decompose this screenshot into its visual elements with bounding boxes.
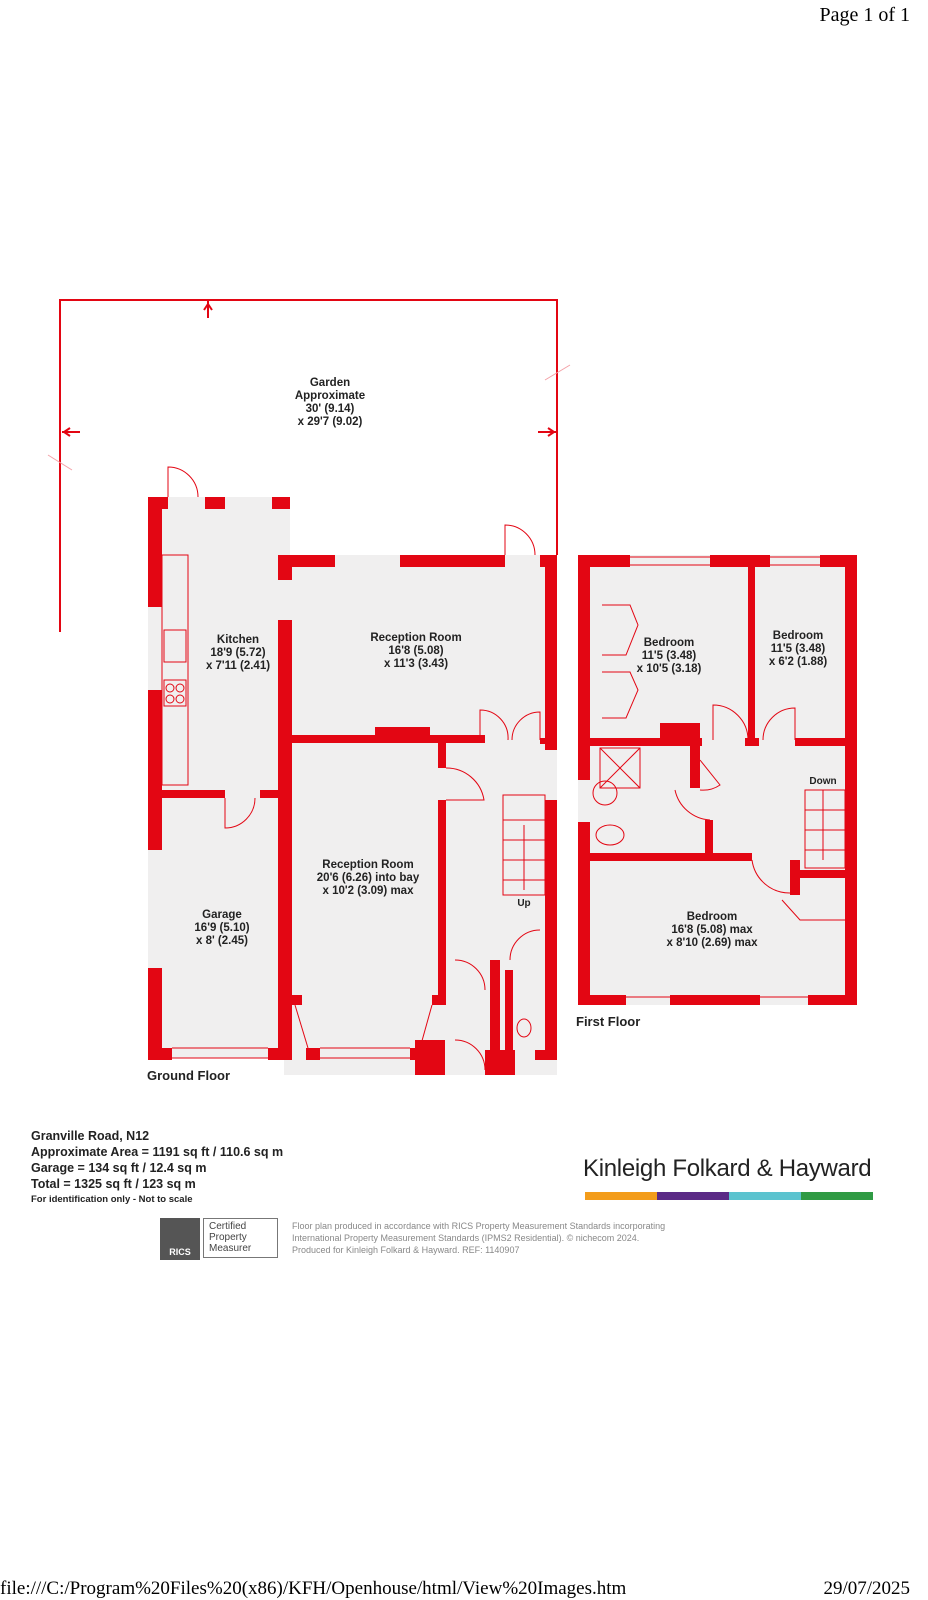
garden-dim2: x 29'7 (9.02) bbox=[297, 416, 363, 428]
statement-line: Produced for Kinleigh Folkard & Hayward. REF: 1140907 bbox=[292, 1245, 520, 1255]
room-name: Reception Room bbox=[322, 859, 414, 871]
approximate-area: Approximate Area = 1191 sq ft / 110.6 sq m bbox=[31, 1145, 284, 1159]
brand-bar-purple bbox=[657, 1192, 729, 1200]
garage-area: Garage = 134 sq ft / 12.4 sq m bbox=[31, 1161, 207, 1175]
brand-bar-teal bbox=[729, 1192, 801, 1200]
room-garage bbox=[194, 909, 249, 948]
statement-line: Floor plan produced in accordance with RICS Property Measurement Standards incorporating bbox=[292, 1221, 666, 1231]
statement-line: International Property Measurement Standards (IPMS2 Residential). © nichecom 2024. bbox=[292, 1233, 640, 1243]
rics-logo-text: RICS bbox=[169, 1247, 191, 1257]
brand-logo-text: Kinleigh Folkard & Hayward bbox=[583, 1155, 872, 1182]
brand-color-bar bbox=[585, 1192, 873, 1200]
room-bedroom-1 bbox=[637, 637, 702, 676]
total-area: Total = 1325 sq ft / 123 sq m bbox=[31, 1177, 196, 1191]
badge-line: Measurer bbox=[209, 1243, 252, 1254]
room-dim: x 8'10 (2.69) max bbox=[666, 937, 758, 949]
garden-approx: Approximate bbox=[294, 390, 366, 402]
room-reception-rear bbox=[370, 632, 461, 671]
badge-line: Certified bbox=[209, 1221, 247, 1232]
room-dim: 11'5 (3.48) bbox=[770, 643, 826, 655]
room-bedroom-3 bbox=[667, 911, 758, 950]
garden-label bbox=[295, 377, 365, 429]
room-dim: x 6'2 (1.88) bbox=[768, 656, 828, 668]
room-reception-front bbox=[317, 859, 419, 898]
address: Granville Road, N12 bbox=[31, 1129, 150, 1143]
page-number: Page 1 of 1 bbox=[819, 4, 910, 26]
room-dim: x 10'2 (3.09) max bbox=[322, 885, 414, 897]
room-dim: 20'6 (6.26) into bay bbox=[316, 872, 420, 884]
room-dim: 11'5 (3.48) bbox=[641, 650, 697, 662]
rics-logo bbox=[160, 1218, 200, 1260]
room-dim: x 7'11 (2.41) bbox=[205, 660, 271, 672]
room-bedroom-2 bbox=[769, 630, 827, 669]
stairs-up-label: Up bbox=[517, 898, 531, 909]
room-kitchen bbox=[206, 634, 270, 673]
brand-bar-green bbox=[801, 1192, 873, 1200]
stairs-down-label: Down bbox=[809, 776, 837, 787]
room-name: Bedroom bbox=[772, 630, 824, 642]
room-name: Reception Room bbox=[370, 632, 462, 644]
disclaimer: For identification only - Not to scale bbox=[31, 1194, 193, 1205]
room-name: Bedroom bbox=[686, 911, 738, 923]
garden-dim1: 30' (9.14) bbox=[305, 403, 355, 415]
room-dim: 18'9 (5.72) bbox=[210, 647, 266, 659]
room-dim: x 10'5 (3.18) bbox=[636, 663, 702, 675]
footer-url: file:///C:/Program%20Files%20(x86)/KFH/Openhouse/html/View%20Images.htm bbox=[0, 1578, 627, 1599]
room-name: Bedroom bbox=[643, 637, 695, 649]
room-dim: 16'8 (5.08) bbox=[388, 645, 444, 657]
badge-line: Property bbox=[209, 1232, 247, 1243]
certified-measurer-box bbox=[203, 1218, 278, 1258]
room-name: Garage bbox=[202, 909, 242, 921]
room-dim: 16'8 (5.08) max bbox=[671, 924, 753, 936]
room-dim: 16'9 (5.10) bbox=[194, 922, 250, 934]
property-info bbox=[31, 1128, 283, 1208]
brand-bar-orange bbox=[585, 1192, 657, 1200]
rics-statement bbox=[292, 1220, 665, 1256]
room-dim: x 8' (2.45) bbox=[196, 935, 248, 947]
first-floor-label: First Floor bbox=[576, 1014, 641, 1029]
garden-name: Garden bbox=[309, 377, 351, 389]
rics-badge bbox=[160, 1218, 278, 1260]
footer-date: 29/07/2025 bbox=[823, 1578, 910, 1599]
room-name: Kitchen bbox=[216, 634, 260, 646]
room-dim: x 11'3 (3.43) bbox=[383, 658, 449, 670]
ground-floor-label: Ground Floor bbox=[147, 1068, 231, 1083]
